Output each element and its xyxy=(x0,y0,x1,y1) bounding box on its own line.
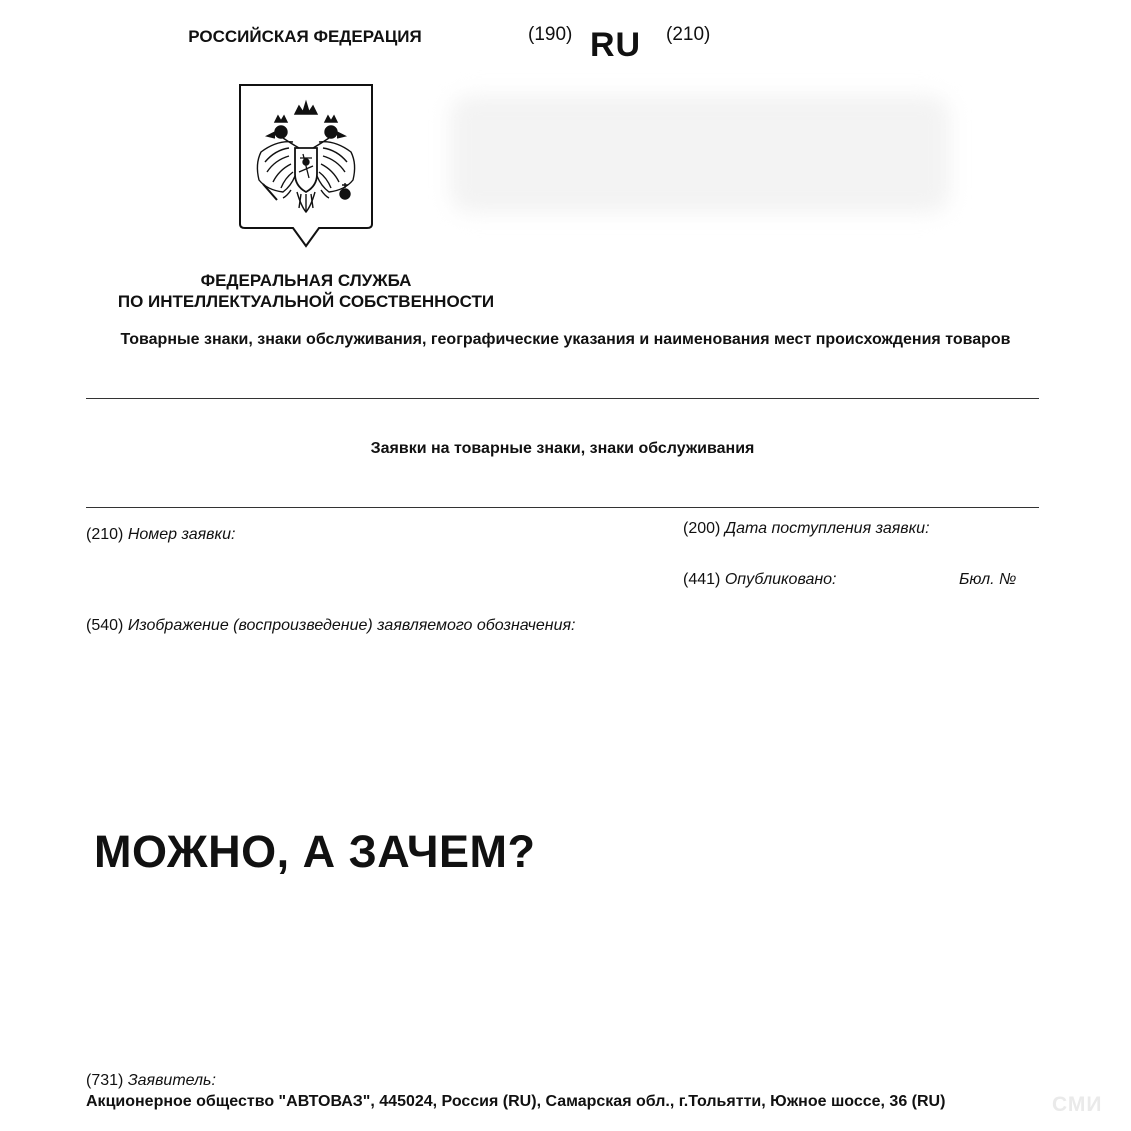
mark-image-field xyxy=(86,617,575,635)
section-title: Заявки на товарные знаки, знаки обслуживания xyxy=(370,440,755,457)
watermark: СМИ xyxy=(1052,1093,1103,1116)
field-label: Изображение (воспроизведение) заявляемого обозначения: xyxy=(127,617,576,634)
published-field xyxy=(683,571,836,589)
country-code: RU xyxy=(590,26,642,64)
inid-code-210-header: (210) xyxy=(666,24,711,45)
inid-code: (731) xyxy=(86,1072,124,1089)
field-label: Заявитель: xyxy=(127,1072,216,1089)
document-category: Товарные знаки, знаки обслуживания, географические указания и наименования мест происхождения товаров xyxy=(120,331,1011,348)
field-label: Номер заявки: xyxy=(127,526,236,543)
field-label: Опубликовано: xyxy=(724,571,837,588)
filing-date-field xyxy=(683,520,930,538)
agency-name-line1: ФЕДЕРАЛЬНАЯ СЛУЖБА xyxy=(200,271,412,290)
agency-name-line2: ПО ИНТЕЛЛЕКТУАЛЬНОЙ СОБСТВЕННОСТИ xyxy=(117,292,495,311)
country-name: РОССИЙСКАЯ ФЕДЕРАЦИЯ xyxy=(188,27,422,46)
inid-code: (441) xyxy=(683,571,721,588)
redacted-area xyxy=(450,95,950,213)
divider xyxy=(86,398,1039,399)
russian-coat-of-arms-icon xyxy=(237,82,375,248)
applicant-field xyxy=(86,1072,216,1090)
field-label: Дата поступления заявки: xyxy=(724,520,930,537)
bulletin-number-label: Бюл. № xyxy=(959,571,1017,588)
inid-code-190: (190) xyxy=(528,24,573,45)
inid-code: (540) xyxy=(86,617,124,634)
inid-code: (210) xyxy=(86,526,124,543)
trademark-text: МОЖНО, А ЗАЧЕМ? xyxy=(94,826,536,877)
applicant-details: Акционерное общество "АВТОВАЗ", 445024, Россия (RU), Самарская обл., г.Тольятти, Южное шоссе, 36 (RU) xyxy=(86,1093,946,1110)
inid-code: (200) xyxy=(683,520,721,537)
application-number-field xyxy=(86,526,235,544)
divider xyxy=(86,507,1039,508)
